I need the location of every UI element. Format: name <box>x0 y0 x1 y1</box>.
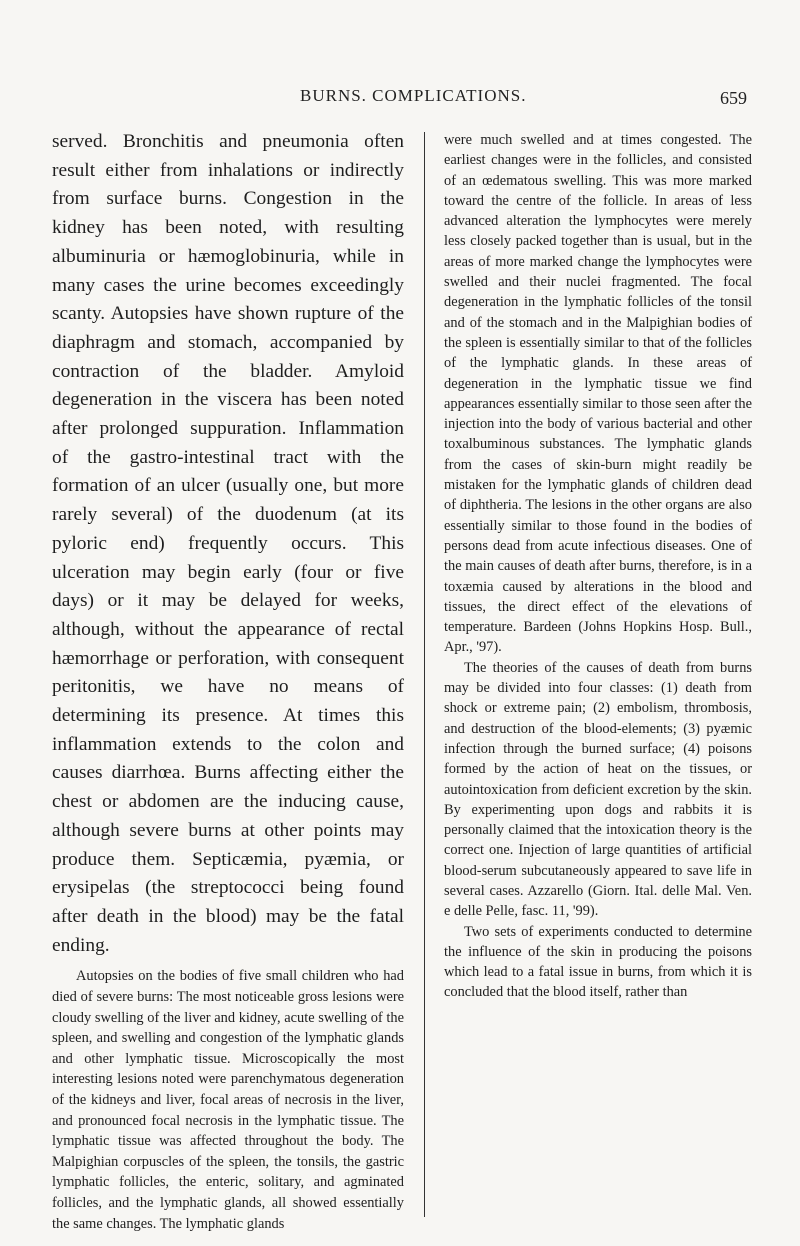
page-number: 659 <box>720 88 747 108</box>
right-paragraph-1: were much swelled and at times congested. The earliest changes were in the follicles, and consisted of an œdematous swelling. This was more marked toward the centre of the follicle. In areas of less advanced alteration the lymphocytes were merely less closely packed together than is usual, but in the areas of more marked change the lymphocytes were swelled and their nuclei fragmented. The focal degeneration in the lymphatic follicles of the tonsil and of the stomach and in the Malpighian bodies of the spleen is essentially similar to that of the follicles of the lymphatic glands. In these areas of degeneration in the lymphatic tissue we find appearances essentially similar to those seen after the injection into the body of various bacterial and other toxalbuminous substances. The lymphatic glands from the cases of skin-burn might readily be mistaken for the lymphatic glands of children dead of diphtheria. The lesions in the other organs are also essentially similar to those found in the bodies of persons dead from acute infectious diseases. One of the main causes of death after burns, therefore, is in a toxæmia caused by alterations in the blood and tissues, the direct effect of the elevations of temperature. Bardeen (Johns Hopkins Hosp. Bull., Apr., '97). <box>444 132 752 656</box>
running-title: BURNS. COMPLICATIONS. <box>300 86 527 105</box>
right-column <box>444 130 752 1003</box>
small-print-paragraph: Autopsies on the bodies of five small children who had died of severe burns: The most noticeable gross lesions were cloudy swelling of the liver and kidney, acute swelling of the spleen, and swelling and congestion of the lymphatic glands and other lymphatic tissue. Microscopically the most interesting lesions noted were parenchymatous degeneration of the kidneys and liver, focal areas of necrosis in the liver, and pronounced focal necrosis in the lymphatic tissue. The lymphatic tissue was affected throughout the body. The Malpighian corpuscles of the spleen, the tonsils, the gastric lymphatic follicles, the enteric, solitary, and agminated follicles, and the lymphatic glands, all showed essentially the same changes. The lymphatic glands <box>52 968 404 1232</box>
main-paragraph: served. Bronchitis and pneumonia often result either from inhalations or indirectly from surface burns. Congestion in the kidney has been noted, with resulting albuminuria or hæmoglobinuria, while in many cases the urine becomes exceedingly scanty. Autopsies have shown rupture of the diaphragm and stomach, accompanied by contraction of the bladder. Amyloid degeneration in the viscera has been noted after prolonged suppuration. Inflammation of the gastro-intestinal tract with the formation of an ulcer (usually one, but more rarely several) of the duodenum (at its pyloric end) frequently occurs. This ulceration may begin early (four or five days) or it may be delayed for weeks, although, without the appearance of rectal hæmorrhage or perforation, with consequent peritonitis, we have no means of determining its presence. At times this inflammation extends to the colon and causes diarrhœa. Burns affecting either the chest or abdomen are the inducing cause, although severe burns at other points may produce them. Septicæmia, pyæmia, or erysipelas (the streptococci being found after death in the blood) may be the fatal ending. <box>52 131 404 956</box>
right-paragraph-2: The theories of the causes of death from burns may be divided into four classes: (1) death from shock or extreme pain; (2) embolism, thrombosis, and destruction of the blood-elements; (3) pyæmic infection through the burned surface; (4) poisons formed by the action of heat on the tissues, or autointoxication from deficient excretion by the skin. By experimenting upon dogs and rabbits it is personally claimed that the intoxication theory is the correct one. Injection of large quantities of artificial blood-serum subcutaneously appeared to save life in several cases. Azzarello (Giorn. Ital. delle Mal. Ven. e delle Pelle, fasc. 11, '99). <box>444 659 752 920</box>
left-column <box>52 128 404 1234</box>
column-divider <box>424 132 425 1217</box>
right-paragraph-3: Two sets of experiments conducted to determine the influence of the skin in producing the poisons which lead to a fatal issue in burns, from which it is concluded that the blood itself, rather than <box>444 923 752 1001</box>
